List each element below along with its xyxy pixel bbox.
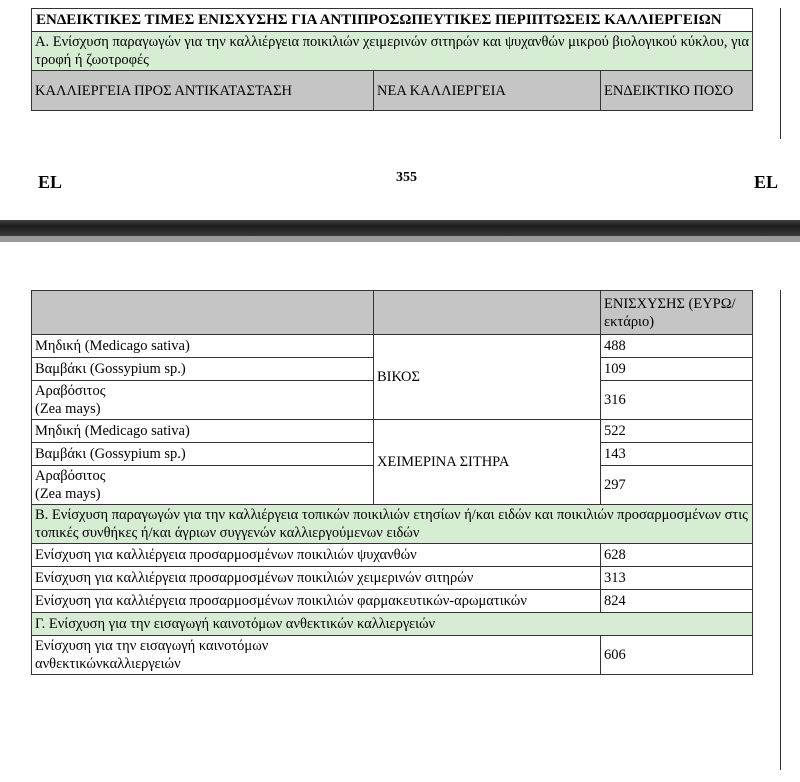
crop-cell: Αραβόσιτος (Zea mays) — [32, 381, 374, 420]
section-c-heading: Γ. Ενίσχυση για την εισαγωγή καινοτόμων ανθεκτικών καλλιεργειών — [32, 613, 753, 636]
support-label-cell: Ενίσχυση για την εισαγωγή καινοτόμων ανθεκτικώνκαλλιεργειών — [32, 636, 601, 675]
new-crop-cell: ΧΕΙΜΕΡΙΝΑ ΣΙΤΗΡΑ — [374, 420, 601, 505]
col-header-crop-to-replace: ΚΑΛΛΙΕΡΓΕΙΑ ΠΡΟΣ ΑΝΤΙΚΑΤΑΣΤΑΣΗ — [32, 71, 374, 111]
value-cell: 522 — [601, 420, 753, 443]
value-cell: 628 — [601, 544, 753, 567]
page-separator — [0, 220, 800, 236]
table-title: ΕΝΔΕΙΚΤΙΚΕΣ ΤΙΜΕΣ ΕΝΙΣΧΥΣΗΣ ΓΙΑ ΑΝΤΙΠΡΟΣΩΠΕΥΤΙΚΕΣ ΠΕΡΙΠΤΩΣΕΙΣ ΚΑΛΛΙΕΡΓΕΙΩΝ — [32, 9, 753, 32]
value-cell: 606 — [601, 636, 753, 675]
new-crop-cell: ΒΙΚΟΣ — [374, 335, 601, 420]
value-cell: 316 — [601, 381, 753, 420]
section-b-heading: Β. Ενίσχυση παραγωγών για την καλλιέργεια τοπικών ποικιλιών ετησίων ή/και ειδών και ποικιλιών προσαρμοσμένων στις τοπικές συνθήκες ή/και άγριων συγγενών καλλιεργούμενων ειδών — [32, 505, 753, 544]
footer-lang-right: EL — [754, 172, 779, 192]
header-cell-empty-2 — [374, 291, 601, 335]
support-label-cell: Ενίσχυση για καλλιέργεια προσαρμοσμένων ποικιλιών χειμερινών σιτηρών — [32, 567, 601, 590]
value-cell: 824 — [601, 590, 753, 613]
table-border-right — [752, 8, 781, 139]
page-number: 355 — [396, 170, 417, 185]
section-a-heading: Α. Ενίσχυση παραγωγών για την καλλιέργεια ποικιλιών χειμερινών σιτηρών και ψυχανθών μικρού βιολογικού κύκλου, για τροφή ή ζωοτροφές — [32, 32, 753, 71]
crop-cell: Αραβόσιτος (Zea mays) — [32, 466, 374, 505]
value-cell: 143 — [601, 443, 753, 466]
crop-cell: Μηδική (Medicago sativa) — [32, 335, 374, 358]
col-header-support-unit: ΕΝΙΣΧΥΣΗΣ (ΕΥΡΩ/εκτάριο) — [601, 291, 753, 335]
col-header-indicative-amount: ΕΝΔΕΙΚΤΙΚΟ ΠΟΣΟ — [601, 71, 753, 111]
crop-cell: Μηδική (Medicago sativa) — [32, 420, 374, 443]
header-cell-empty-1 — [32, 291, 374, 335]
col-header-new-crop: ΝΕΑ ΚΑΛΛΙΕΡΓΕΙΑ — [374, 71, 601, 111]
main-table — [31, 290, 753, 675]
value-cell: 313 — [601, 567, 753, 590]
crop-cell: Βαμβάκι (Gossypium sp.) — [32, 443, 374, 466]
value-cell: 488 — [601, 335, 753, 358]
top-table — [31, 8, 753, 111]
value-cell: 109 — [601, 358, 753, 381]
support-label-cell: Ενίσχυση για καλλιέργεια προσαρμοσμένων ποικιλιών φαρμακευτικών-αρωματικών — [32, 590, 601, 613]
crop-cell: Βαμβάκι (Gossypium sp.) — [32, 358, 374, 381]
page-separator-shadow — [0, 236, 800, 242]
support-label-cell: Ενίσχυση για καλλιέργεια προσαρμοσμένων ποικιλιών ψυχανθών — [32, 544, 601, 567]
main-table-wrapper — [31, 290, 781, 770]
footer-lang-left: EL — [38, 172, 63, 192]
value-cell: 297 — [601, 466, 753, 505]
